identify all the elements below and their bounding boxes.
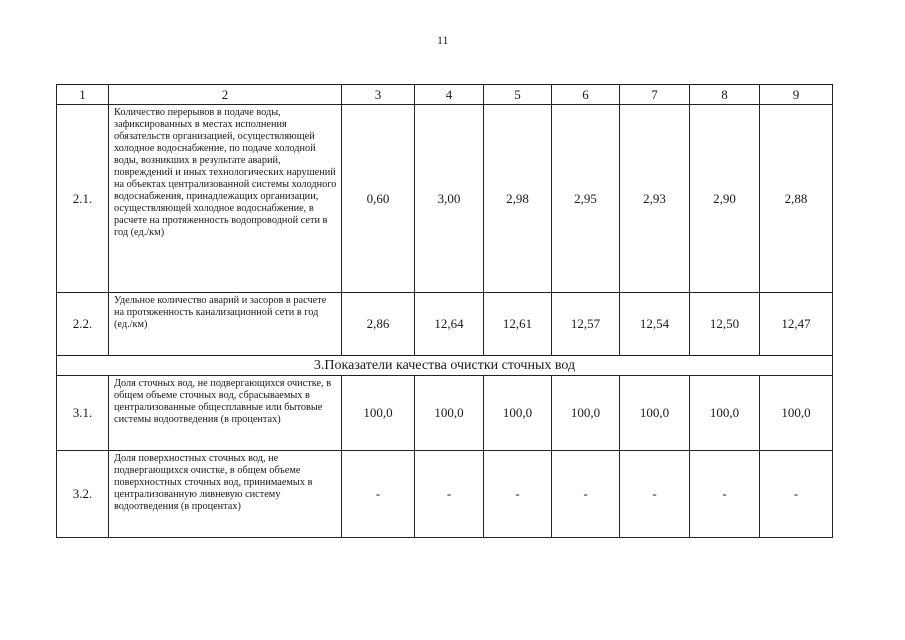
value-cell: 12,54 — [620, 293, 690, 356]
row-description: Доля сточных вод, не подвергающихся очистке, в общем объеме сточных вод, сбрасываемых в централизованные общесплавные или бытовые системы водоотведения (в процентах) — [109, 376, 342, 451]
header-row — [57, 85, 833, 105]
value-cell: - — [760, 451, 833, 538]
value-cell: 2,90 — [690, 105, 760, 293]
section-title: 3.Показатели качества очистки сточных вод — [57, 356, 833, 376]
value-cell: - — [552, 451, 620, 538]
table-body — [57, 85, 833, 538]
value-cell: - — [690, 451, 760, 538]
table-row — [57, 105, 833, 293]
row-description: Доля поверхностных сточных вод, не подвергающихся очистке, в общем объеме поверхностных сточных вод, принимаемых в централизованную ливневую систему водоотведения (в процентах) — [109, 451, 342, 538]
table-row — [57, 376, 833, 451]
value-cell: 100,0 — [620, 376, 690, 451]
value-cell: - — [620, 451, 690, 538]
value-cell: - — [342, 451, 415, 538]
header-cell: 4 — [415, 85, 484, 105]
value-cell: 0,60 — [342, 105, 415, 293]
table-row — [57, 451, 833, 538]
value-cell: 100,0 — [484, 376, 552, 451]
value-cell: 2,88 — [760, 105, 833, 293]
row-number: 2.1. — [57, 105, 109, 293]
value-cell: - — [484, 451, 552, 538]
page-number: 11 — [437, 33, 449, 47]
value-cell: 12,64 — [415, 293, 484, 356]
value-cell: - — [415, 451, 484, 538]
value-cell: 2,86 — [342, 293, 415, 356]
value-cell: 3,00 — [415, 105, 484, 293]
header-cell: 2 — [109, 85, 342, 105]
row-number: 3.2. — [57, 451, 109, 538]
header-cell: 3 — [342, 85, 415, 105]
header-cell: 9 — [760, 85, 833, 105]
value-cell: 12,47 — [760, 293, 833, 356]
value-cell: 100,0 — [415, 376, 484, 451]
section-row — [57, 356, 833, 376]
header-cell: 7 — [620, 85, 690, 105]
indicators-table — [56, 84, 833, 538]
value-cell: 12,57 — [552, 293, 620, 356]
value-cell: 2,95 — [552, 105, 620, 293]
value-cell: 100,0 — [552, 376, 620, 451]
value-cell: 2,93 — [620, 105, 690, 293]
header-cell: 5 — [484, 85, 552, 105]
table-row — [57, 293, 833, 356]
header-cell: 1 — [57, 85, 109, 105]
header-cell: 8 — [690, 85, 760, 105]
row-description: Удельное количество аварий и засоров в расчете на протяженность канализационной сети в год (ед./км) — [109, 293, 342, 356]
value-cell: 100,0 — [690, 376, 760, 451]
value-cell: 2,98 — [484, 105, 552, 293]
row-number: 2.2. — [57, 293, 109, 356]
header-cell: 6 — [552, 85, 620, 105]
value-cell: 100,0 — [760, 376, 833, 451]
row-number: 3.1. — [57, 376, 109, 451]
value-cell: 100,0 — [342, 376, 415, 451]
value-cell: 12,61 — [484, 293, 552, 356]
row-description: Количество перерывов в подаче воды, зафиксированных в местах исполнения обязательств организацией, осуществляющей холодное водоснабжение, по подаче холодной воды, возникших в результате аварий, повреждений и иных технологических нарушений на объектах централизованной системы холодного водоснабжения, принадлежащих организации, осуществляющей холодное водоснабжение, в расчете на протяженность водопроводной сети в год (ед./км) — [109, 105, 342, 293]
value-cell: 12,50 — [690, 293, 760, 356]
